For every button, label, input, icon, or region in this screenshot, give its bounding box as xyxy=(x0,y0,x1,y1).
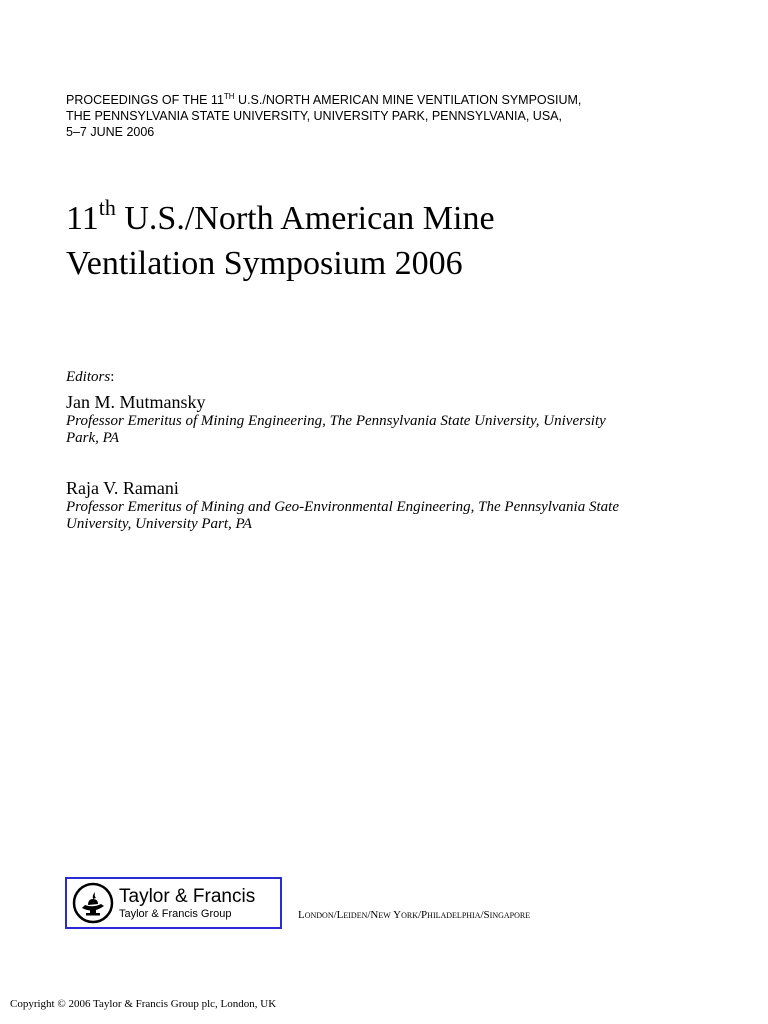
editor-affiliation-2-line-1: Professor Emeritus of Mining and Geo-Environmental Engineering, The Pennsylvania State xyxy=(66,499,619,515)
editor-affiliation-2-line-2: University, University Part, PA xyxy=(66,516,252,532)
editor-affiliation-1-line-1: Professor Emeritus of Mining Engineering, The Pennsylvania State University, University xyxy=(66,413,606,429)
proceedings-line-1-post: U.S./NORTH AMERICAN MINE VENTILATION SYMPOSIUM, xyxy=(234,93,582,107)
proceedings-line-1 xyxy=(66,92,706,108)
proceedings-line-1-sup: TH xyxy=(223,92,235,101)
copyright-notice: Copyright © 2006 Taylor & Francis Group plc, London, UK xyxy=(10,998,277,1010)
title-line-2: Ventilation Symposium 2006 xyxy=(66,245,463,282)
editor-name-1: Jan M. Mutmansky xyxy=(66,392,206,412)
proceedings-line-3: 5–7 JUNE 2006 xyxy=(66,125,155,139)
title-line-1-sup: th xyxy=(98,195,116,220)
lamp-icon xyxy=(71,881,115,925)
editor-affiliation-2 xyxy=(66,499,706,533)
editor-affiliation-1 xyxy=(66,413,706,447)
proceedings-line-1-pre: PROCEEDINGS OF THE 11 xyxy=(66,93,224,107)
title-line-1-pre: 11 xyxy=(66,200,99,237)
title-line-1 xyxy=(66,196,726,241)
publisher-cities: London/Leiden/New York/Philadelphia/Singapore xyxy=(298,909,531,921)
publisher-logo xyxy=(65,877,282,929)
editors-label-text: Editors xyxy=(66,369,111,385)
editors-label xyxy=(66,368,114,386)
title-line-1-post: U.S./North American Mine xyxy=(115,200,495,237)
logo-text xyxy=(119,886,255,921)
proceedings-line-2: THE PENNSYLVANIA STATE UNIVERSITY, UNIVERSITY PARK, PENNSYLVANIA, USA, xyxy=(66,109,562,123)
logo-sub-text: Taylor & Francis Group xyxy=(119,907,232,920)
editor-name-2: Raja V. Ramani xyxy=(66,478,179,498)
editor-affiliation-1-line-2: Park, PA xyxy=(66,430,120,446)
editors-label-colon: : xyxy=(110,369,115,385)
proceedings-header xyxy=(66,92,706,140)
book-title xyxy=(66,196,726,286)
logo-main-text: Taylor & Francis xyxy=(119,885,256,907)
